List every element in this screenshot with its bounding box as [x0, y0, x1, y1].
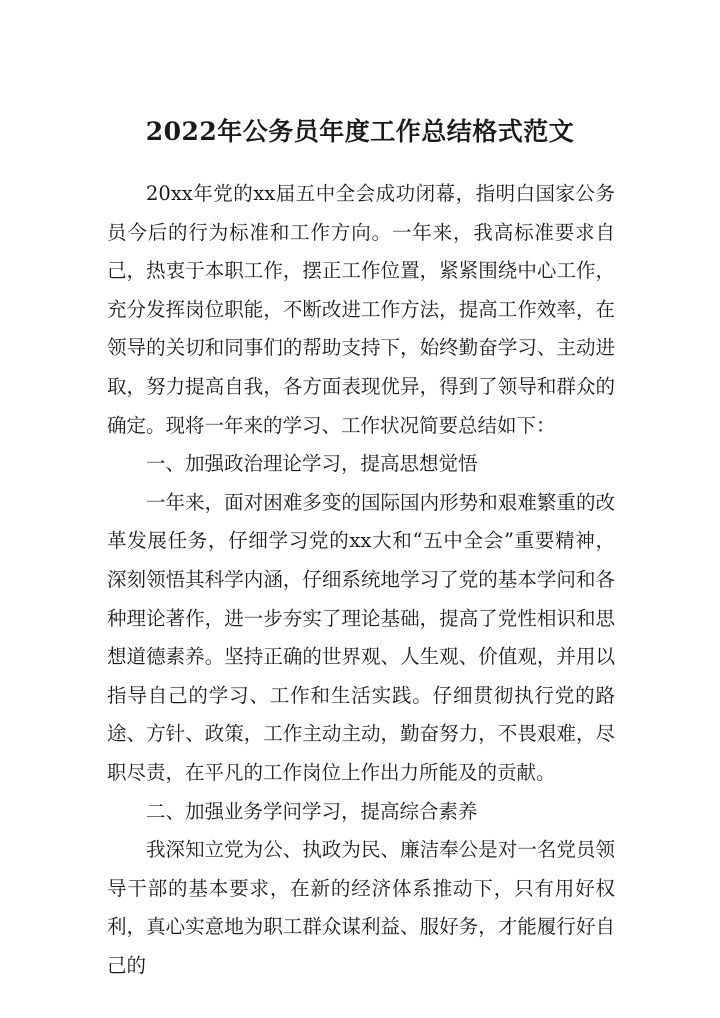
section-heading-political-study: 一、加强政治理论学习，提高思想觉悟	[146, 452, 478, 476]
section-heading-professional-study: 二、加强业务学问学习，提高综合素养	[146, 799, 478, 823]
political-study-paragraph: 一年来，面对困难多变的国际国内形势和艰难繁重的改革发展任务，仔细学习党的xx大和“五中全会”重要精神，深刻领悟其科学内涵，仔细系统地学习了党的基本学问和各种理论著作，进一步夯实了理论基础，提高了党性相识和思想道德素养。坚持正确的世界观、人生观、价值观，并用以指导自己的学习、工作和生活实践。仔细贯彻执行党的路途、方针、政策，工作主动主动，勤奋努力，不畏艰难，尽职尽责，在平凡的工作岗位上作出力所能及的贡献。	[107, 490, 615, 784]
professional-study-paragraph: 我深知立党为公、执政为民、廉洁奉公是对一名党员领导干部的基本要求，在新的经济体系推动下，只有用好权利，真心实意地为职工群众谋利益、服好务，才能履行好自己的	[107, 838, 615, 977]
document-title: 2022年公务员年度工作总结格式范文	[145, 117, 575, 146]
intro-paragraph: 20xx年党的xx届五中全会成功闭幕，指明白国家公务员今后的行为标准和工作方向。一年来，我高标准要求自己，热衷于本职工作，摆正工作位置，紧紧围绕中心工作，充分发挥岗位职能，不断改进工作方法，提高工作效率，在领导的关切和同事们的帮助支持下，始终勤奋学习、主动进取，努力提高自我，各方面表现优异，得到了领导和群众的确定。现将一年来的学习、工作状况简要总结如下：	[107, 182, 615, 437]
document-body	[107, 175, 615, 985]
